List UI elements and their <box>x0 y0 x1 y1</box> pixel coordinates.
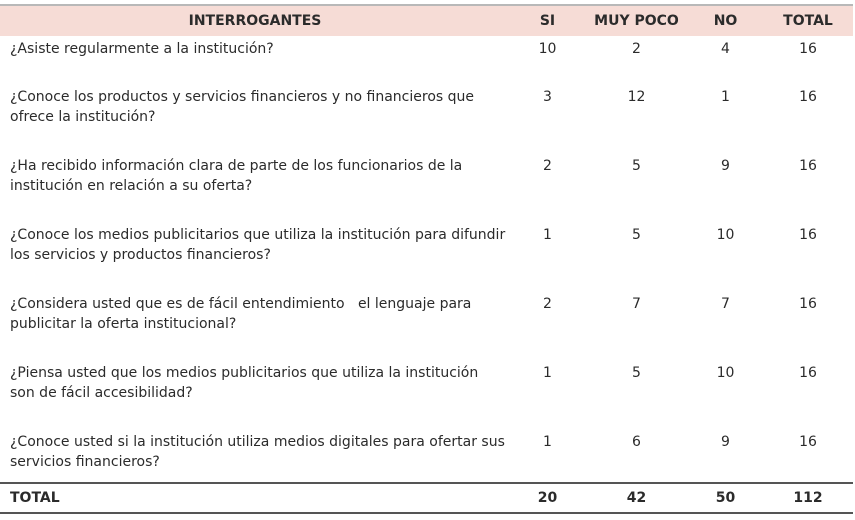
si-cell: 10 <box>538 41 557 57</box>
muy-poco-cell: 5 <box>632 227 641 243</box>
question-cell: ¿Piensa usted que los medios publicitarios que utiliza la institución son de fácil accesibilidad? <box>10 365 479 401</box>
header-interrogantes: INTERROGANTES <box>188 13 322 29</box>
total-cell: 16 <box>799 227 817 243</box>
si-cell: 1 <box>543 434 552 450</box>
header-si: SI <box>539 13 556 29</box>
total-cell: 16 <box>799 296 817 312</box>
question-cell: ¿Considera usted que es de fácil entendimiento el lenguaje para publicitar la oferta institucional? <box>10 296 476 332</box>
muy-poco-cell: 5 <box>632 158 641 174</box>
question-cell: ¿Conoce usted si la institución utiliza medios digitales para ofertar sus servicios financieros? <box>10 434 505 470</box>
no-cell: 4 <box>721 41 730 57</box>
muy-poco-cell: 5 <box>632 365 641 381</box>
no-cell: 7 <box>721 296 730 312</box>
totals-si: 20 <box>537 490 558 506</box>
table-row <box>0 156 853 225</box>
si-cell: 2 <box>543 296 552 312</box>
question-cell: ¿Asiste regularmente a la institución? <box>10 41 274 57</box>
table-row <box>0 87 853 156</box>
survey-results-table <box>0 4 853 514</box>
totals-no: 50 <box>715 490 736 506</box>
question-cell: ¿Ha recibido información clara de parte de los funcionarios de la institución en relación a su oferta? <box>10 158 463 194</box>
muy-poco-cell: 2 <box>632 41 641 57</box>
no-cell: 9 <box>721 434 730 450</box>
no-cell: 9 <box>721 158 730 174</box>
si-cell: 3 <box>543 89 552 105</box>
header-no: NO <box>713 13 738 29</box>
table-row <box>0 294 853 363</box>
total-cell: 16 <box>799 158 817 174</box>
table-row <box>0 36 853 87</box>
header-muy-poco: MUY POCO <box>594 13 679 29</box>
table-header-row <box>0 5 853 36</box>
question-cell: ¿Conoce los productos y servicios financieros y no financieros que ofrece la institución? <box>10 89 474 125</box>
total-cell: 16 <box>799 365 817 381</box>
totals-muy-poco: 42 <box>626 490 647 506</box>
header-total: TOTAL <box>783 13 833 29</box>
muy-poco-cell: 7 <box>632 296 641 312</box>
no-cell: 10 <box>716 227 735 243</box>
totals-row <box>0 483 853 513</box>
muy-poco-cell: 6 <box>632 434 641 450</box>
table-row <box>0 225 853 294</box>
question-cell: ¿Conoce los medios publicitarios que utiliza la institución para difundir los servicios y productos financieros? <box>10 227 506 263</box>
table-row <box>0 363 853 432</box>
table-row <box>0 432 853 483</box>
total-cell: 16 <box>799 41 817 57</box>
no-cell: 1 <box>721 89 730 105</box>
total-cell: 16 <box>799 89 817 105</box>
totals-label: TOTAL <box>10 490 60 506</box>
si-cell: 1 <box>543 227 552 243</box>
totals-total: 112 <box>793 490 823 506</box>
si-cell: 1 <box>543 365 552 381</box>
no-cell: 10 <box>716 365 735 381</box>
muy-poco-cell: 12 <box>627 89 646 105</box>
total-cell: 16 <box>799 434 817 450</box>
si-cell: 2 <box>543 158 552 174</box>
